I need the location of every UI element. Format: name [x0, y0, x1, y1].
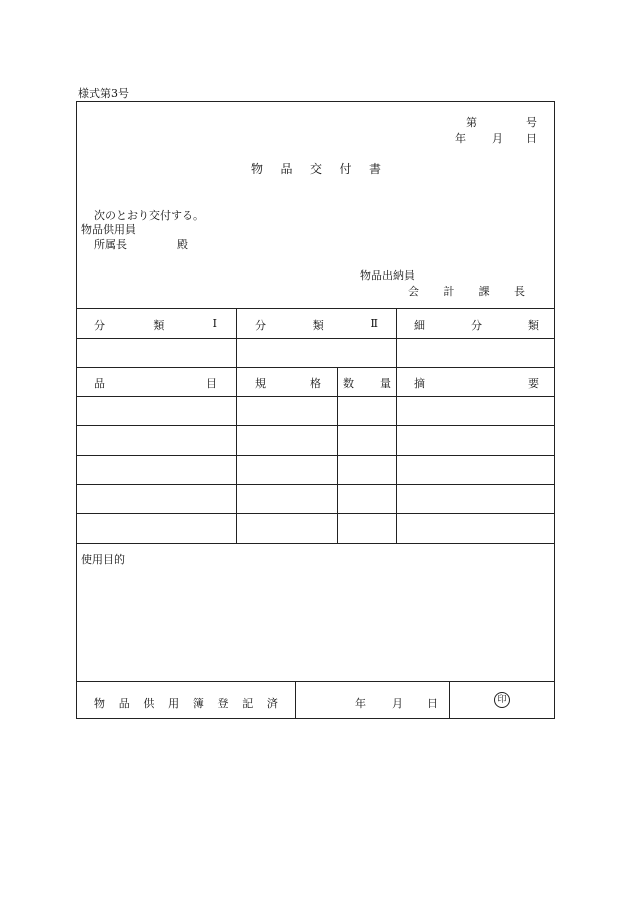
- header-class-2: 分 類 Ⅱ: [255, 317, 378, 332]
- title-char: 付: [339, 162, 352, 176]
- table-top-line: [76, 308, 555, 309]
- number-suffix: 号: [526, 116, 537, 129]
- title-char: 書: [368, 162, 381, 176]
- body-text: 次のとおり交付する。: [94, 209, 204, 222]
- date-day: 日: [526, 132, 537, 145]
- footer-divider: [449, 681, 450, 719]
- date-month: 月: [492, 132, 503, 145]
- number-prefix: 第: [466, 116, 477, 129]
- form-title: [251, 160, 381, 177]
- footer-date-month: 月: [392, 697, 403, 710]
- recipient-line: 所属長: [94, 238, 127, 251]
- purpose-label: 使用目的: [81, 553, 125, 566]
- header-class-1: 分 類 Ⅰ: [94, 317, 217, 332]
- date-year: 年: [455, 132, 466, 145]
- issuer-dept: 会 計 課 長: [408, 285, 525, 298]
- col-divider: [236, 308, 237, 543]
- table-bottom-line: [76, 543, 555, 544]
- header-quantity: 数 量: [343, 377, 391, 390]
- table-line: [76, 425, 555, 426]
- table-line: [76, 338, 555, 339]
- seal-mark: 印: [494, 692, 510, 708]
- footer-divider: [295, 681, 296, 719]
- title-char: 交: [309, 162, 322, 176]
- table-line: [76, 513, 555, 514]
- footer-registered-label: 物 品 供 用 簿 登 記 済: [94, 697, 278, 710]
- table-line: [76, 455, 555, 456]
- form-label: 様式第3号: [78, 87, 129, 100]
- header-spec: 規 格: [255, 377, 321, 390]
- table-line: [76, 367, 555, 368]
- title-char: 品: [280, 162, 293, 176]
- col-divider: [396, 308, 397, 543]
- col-divider: [337, 367, 338, 543]
- table-line: [76, 396, 555, 397]
- form-frame: [76, 101, 555, 719]
- issuer-role: 物品出納員: [360, 269, 415, 282]
- table-line: [76, 484, 555, 485]
- purpose-bottom-line: [76, 681, 555, 682]
- header-subclass: 細 分 類: [414, 319, 539, 332]
- header-item: 品 目: [94, 377, 217, 390]
- footer-date-year: 年: [355, 697, 366, 710]
- header-remarks: 摘 要: [414, 377, 539, 390]
- footer-date-day: 日: [427, 697, 438, 710]
- title-char: 物: [251, 162, 264, 176]
- recipient-honorific: 殿: [177, 238, 188, 251]
- recipient-label: 物品供用員: [81, 223, 136, 236]
